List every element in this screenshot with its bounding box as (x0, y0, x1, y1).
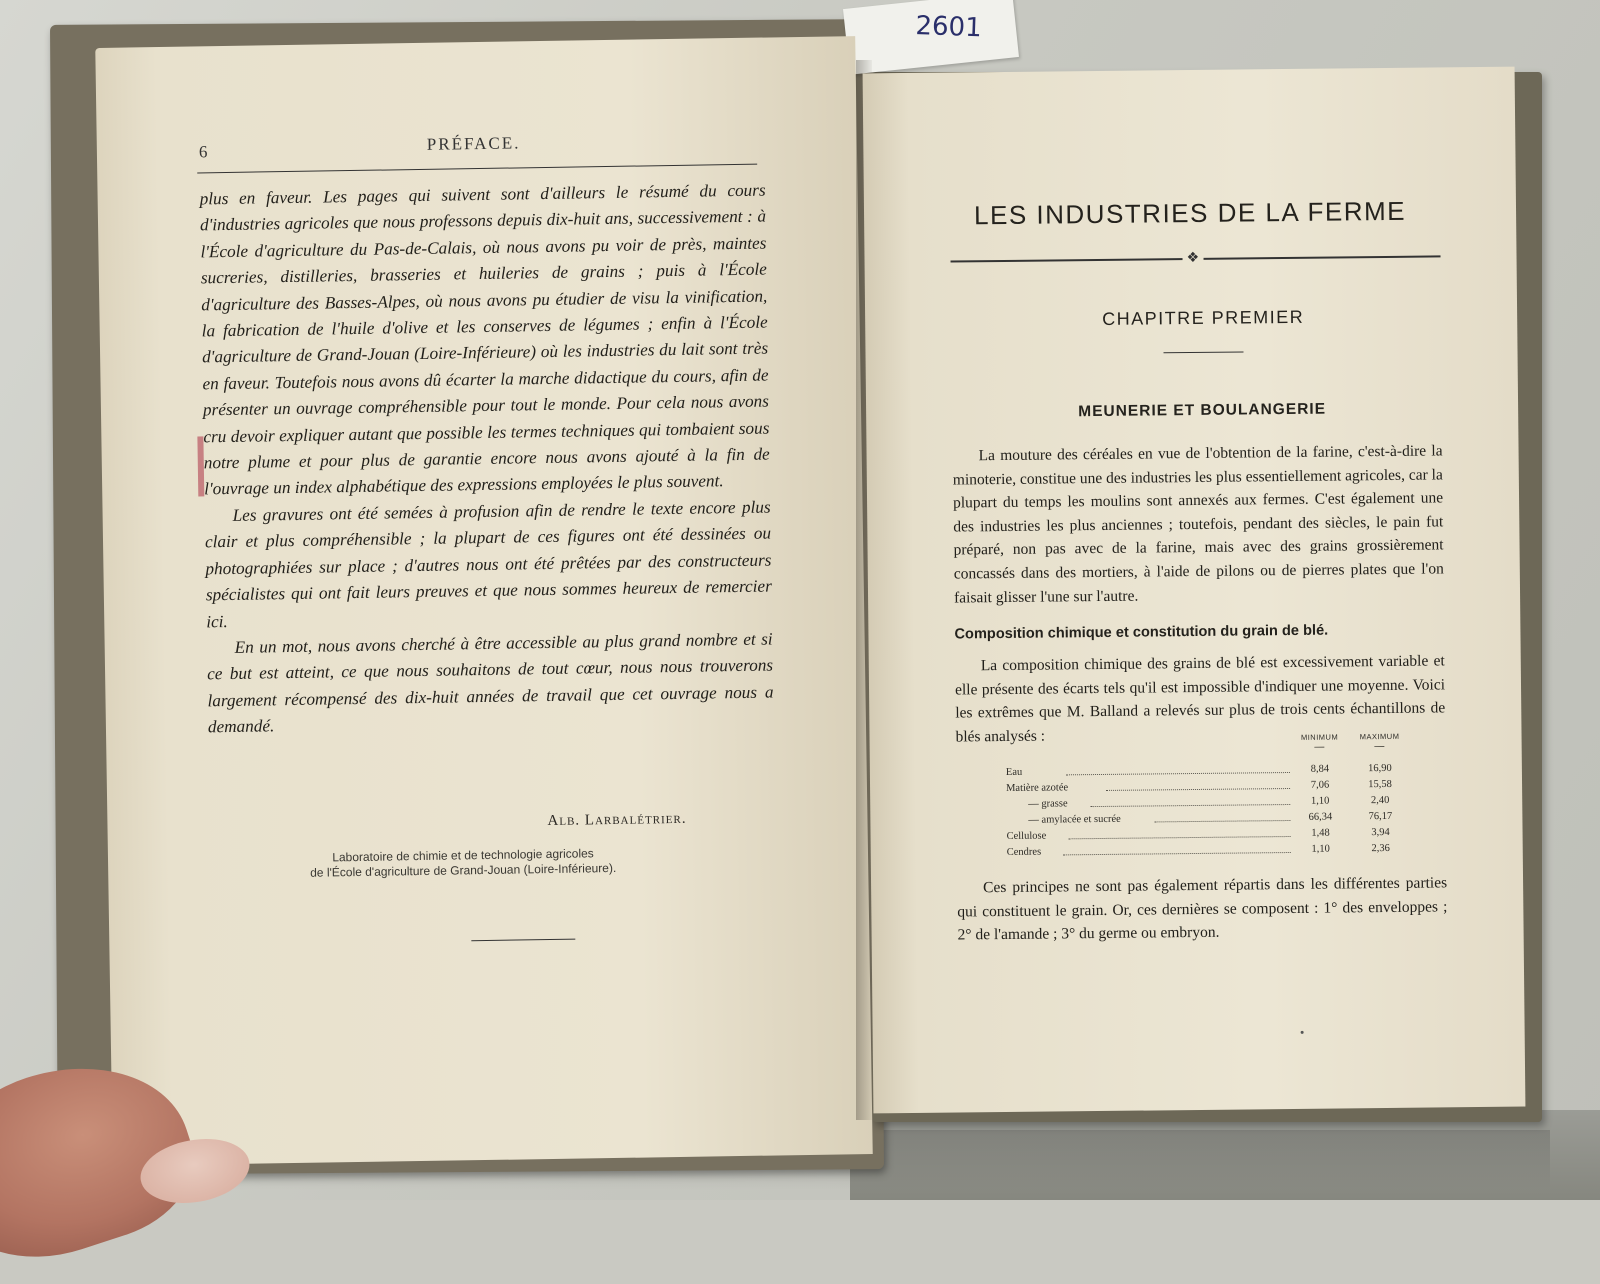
preface-paragraph: Les gravures ont été semées à profusion afin de rendre le texte encore plus clair et plus compréhensible ; la plupart de ces figures ont été dessinées ou photographiées sur place ; d'autres nous ont été prêtées par des constructeurs spécialistes qui ont fait leurs preuves et que nous sommes heureux de remercier ici. (204, 497, 772, 631)
row-label: Cendres (1006, 846, 1042, 858)
row-max: 15,58 (1368, 778, 1392, 791)
row-min: 1,10 (1310, 795, 1330, 807)
paragraph: La composition chimique des grains de blé est excessivement variable et elle présente des écarts tels qu'il est impossible d'indiquer une moyenne. Voici les extrêmes que M. Balland a relevés sur plus de trois cents échantillons de blés analysés : (954, 652, 1446, 746)
left-page (95, 36, 872, 1166)
table-header (1290, 732, 1420, 753)
row-max: 16,90 (1368, 762, 1392, 775)
book-title: LES INDUSTRIES DE LA FERME (973, 195, 1407, 231)
column-dash: — (1374, 741, 1385, 753)
leader-dots (1154, 820, 1290, 822)
row-label: — grasse (1028, 798, 1068, 810)
row-label: Cellulose (1006, 830, 1047, 842)
ornament-icon: ❖ (1182, 250, 1203, 266)
right-page (863, 67, 1526, 1114)
lab-note-line: Laboratoire de chimie et de technologie agricoles (332, 846, 594, 865)
row-min: 8,84 (1310, 763, 1330, 775)
paragraph: La mouture des céréales en vue de l'obtention de la farine, c'est-à-dire la minoterie, constitue une des industries les plus essentiellement agricoles, car la plupart du temps les moulins sont annexés aux fermes. C'est également une des industries les plus anciennes ; toutefois, pendant des siècles, le pain fut préparé, non pas avec de la farine, mais avec des grains grossièrement concassés dans des mortiers, à l'aide de pilons ou de pierres plates que l'on faisait glisser l'une sur l'autre. (952, 442, 1444, 607)
page-dot (1301, 1031, 1304, 1034)
library-label-number: 2601 (914, 10, 983, 44)
row-min: 1,10 (1311, 843, 1330, 855)
leader-dots (1090, 804, 1290, 807)
table-row (1006, 810, 1406, 828)
chapter-rule (1164, 351, 1244, 353)
row-max: 3,94 (1371, 826, 1390, 839)
leader-dots (1066, 772, 1290, 775)
subsection-title: Composition chimique et constitution du grain de blé. (954, 622, 1329, 643)
leader-dots (1069, 836, 1291, 839)
preface-paragraph: plus en faveur. Les pages qui suivent sont d'ailleurs le résumé du cours d'industries agricoles que nous professons depuis dix-huit ans, successivement : à l'École d'agriculture du Pas-de-Calais, où nous avons pu voir de près, maintes sucreries, distilleries, brasseries et huileries de grains ; puis à l'École d'agriculture des Basses-Alpes, où nous avons pu étudier de visu la vinification, la fabrication de l'huile d'olive et les conserves de légumes ; enfin à l'École d'agriculture de Grand-Jouan (Loire-Inférieure) où les industries du lait sont très en faveur. Toutefois nous avons dû écarter la marche didactique du cours, afin de présenter un ouvrage compréhensible pour tout le monde. Pour cela nous avons cru devoir expliquer autant que possible les termes techniques qui tombaient sous notre plume et pour plus de garantie encore nous avons ajouté à la fin de l'ouvrage un index alphabétique des expressions employées le plus souvent. (199, 180, 770, 499)
body-text (957, 871, 1448, 947)
preface-text (199, 178, 774, 741)
row-max: 76,17 (1368, 810, 1393, 823)
paragraph: Ces principes ne sont pas également répartis dans les différentes parties qui constituent le grain. Or, ces dernières se composent : 1° des enveloppes ; 2° de l'amande ; 3° du germe ou embryon. (957, 874, 1448, 944)
end-rule (471, 939, 575, 942)
lab-note-line: de l'École d'agriculture de Grand-Jouan (Loire-Inférieure). (310, 860, 617, 880)
running-head: PRÉFACE. (426, 133, 521, 154)
table-row (1006, 778, 1406, 796)
section-title: MEUNERIE ET BOULANGERIE (1078, 400, 1327, 421)
table-row (1007, 826, 1407, 844)
laboratory-note (278, 845, 648, 881)
row-label: — amylacée et sucrée (1028, 813, 1121, 826)
leader-dots (1106, 788, 1290, 791)
leader-dots (1063, 852, 1291, 855)
column-min: MINIMUM (1300, 732, 1339, 742)
row-min: 7,06 (1310, 779, 1330, 791)
table-row (1007, 842, 1407, 860)
row-min: 1,48 (1311, 827, 1330, 839)
row-label: Eau (1005, 766, 1023, 778)
column-max: MAXIMUM (1359, 731, 1400, 742)
preface-paragraph: En un mot, nous avons cherché à être accessible au plus grand nombre et si ce but est atteint, ce que nous souhaitons de tout cœur, nous nous trouverons largement récompensé des dix-huit années de travail que cet ouvrage nous a demandé. (206, 629, 774, 737)
head-rule (197, 164, 757, 174)
author-signature: Alb. Larbalétrier. (547, 810, 687, 830)
table-row (1006, 794, 1406, 812)
column-dash: — (1314, 741, 1325, 753)
body-text (952, 439, 1444, 609)
row-max: 2,36 (1371, 842, 1390, 855)
row-min: 66,34 (1308, 811, 1333, 823)
row-label: Matière azotée (1006, 782, 1069, 794)
row-max: 2,40 (1370, 794, 1390, 807)
table-row (1006, 762, 1406, 780)
page-number: 6 (198, 142, 208, 162)
chapter-heading: CHAPITRE PREMIER (1102, 306, 1305, 329)
